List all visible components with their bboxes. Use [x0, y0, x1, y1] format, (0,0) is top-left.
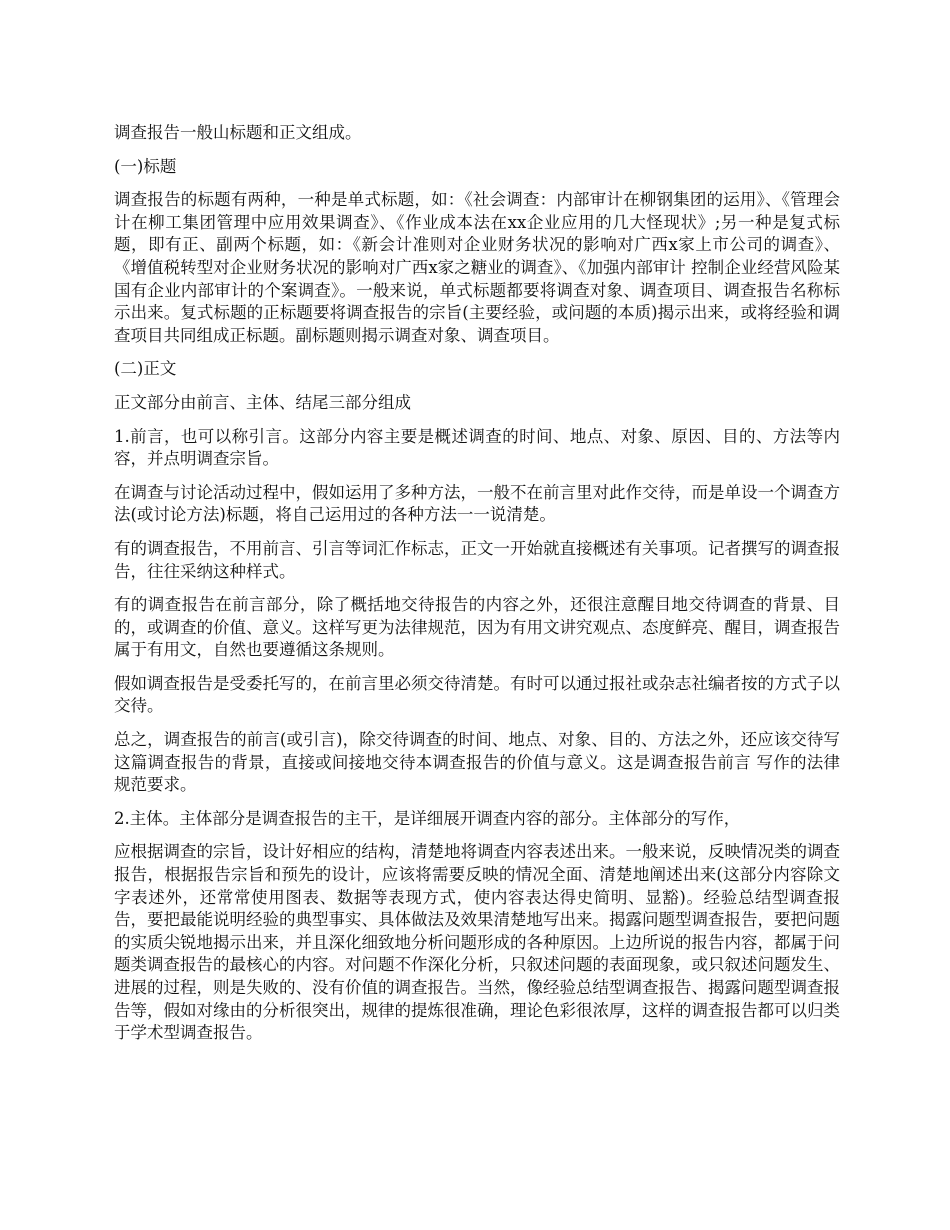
- preface-paragraph: 1.前言，也可以称引言。这部分内容主要是概述调查的时间、地点、对象、原因、目的、方法等内容，并点明调查宗旨。: [114, 426, 840, 469]
- methods-paragraph: 在调查与讨论活动过程中，假如运用了多种方法，一般不在前言里对此作交待，而是单设一个调查方法(或讨论方法)标题，将自己运用过的各种方法一一说清楚。: [114, 482, 840, 525]
- section-heading-body: (二)正文: [114, 359, 177, 379]
- no-preface-paragraph: 有的调查报告，不用前言、引言等词汇作标志，正文一开始就直接概述有关事项。记者撰写的调查报告，往往采纳这种样式。: [114, 538, 840, 581]
- intro-paragraph: 调查报告一般山标题和正文组成。: [114, 123, 362, 142]
- main-body-paragraph: 2.主体。主体部分是调查报告的主干，是详细展开调查内容的部分。主体部分的写作，: [114, 808, 741, 828]
- document-body: [114, 122, 840, 1056]
- section-heading-title: (一)标题: [114, 156, 177, 176]
- preface-summary-paragraph: 总之，调查报告的前言(或引言)，除交待调查的时间、地点、对象、目的、方法之外，还应该交待写这篇调查报告的背景，直接或间接地交待本调查报告的价值与意义。这是调查报告前言 写作的法律规范要求。: [114, 730, 840, 795]
- title-types-paragraph: 调查报告的标题有两种，一种是单式标题，如：《社会调查：内部审计在柳钢集团的运用》、《管理会计在柳工集团管理中应用效果调查》、《作业成本法在xx企业应用的几大怪现状》;另一种是复式标题，即有正、副两个标题，如：《新会计准则对企业财务状况的影响对广西x家上市公司的调查》、《增值税转型对企业财务状况的影响对广西x家之糖业的调查》、《加强内部审计 控制企业经营风险某国有企业内部审计的个案调查》。一般来说，单式标题都要将调查对象、调查项目、调查报告名称标示出来。复式标题的正标题要将调查报告的宗旨(主要经验，或问题的本质)揭示出来，或将经验和调查项目共同组成正标题。副标题则揭示调查对象、调查项目。: [114, 190, 840, 345]
- main-body-detail-paragraph: 应根据调查的宗旨，设计好相应的结构，清楚地将调查内容表述出来。一般来说，反映情况类的调查报告，根据报告宗旨和预先的设计，应该将需要反映的情况全面、清楚地阐述出来(这部分内容除文字表述外，还常常使用图表、数据等表现方式，使内容表达得史简明、显豁)。经验总结型调查报告，要把最能说明经验的典型事实、具体做法及效果清楚地写出来。揭露问题型调查报告，要把问题的实质尖锐地揭示出来，并且深化细致地分析问题形成的各种原因。上边所说的报告内容，都属于问题类调查报告的最核心的内容。对问题不作深化分析，只叙述问题的表面现象，或只叙述问题发生、进展的过程，则是失败的、没有价值的调查报告。当然，像经验总结型调查报告、揭露问题型调查报告等，假如对缘由的分析很突出，规律的提炼很准确，理论色彩很浓厚，这样的调查报告都可以归类于学术型调查报告。: [114, 842, 840, 1043]
- background-paragraph: 有的调查报告在前言部分，除了概括地交待报告的内容之外，还很注意醒目地交待调查的背景、目的，或调查的价值、意义。这样写更为法律规范，因为有用文讲究观点、态度鲜亮、醒目，调查报告属于有用文，自然也要遵循这条规则。: [114, 595, 840, 660]
- commissioned-paragraph: 假如调查报告是受委托写的，在前言里必须交待清楚。有时可以通过报社或杂志社编者按的方式子以交待。: [114, 673, 840, 716]
- body-composition-paragraph: 正文部分由前言、主体、结尾三部分组成: [114, 392, 411, 412]
